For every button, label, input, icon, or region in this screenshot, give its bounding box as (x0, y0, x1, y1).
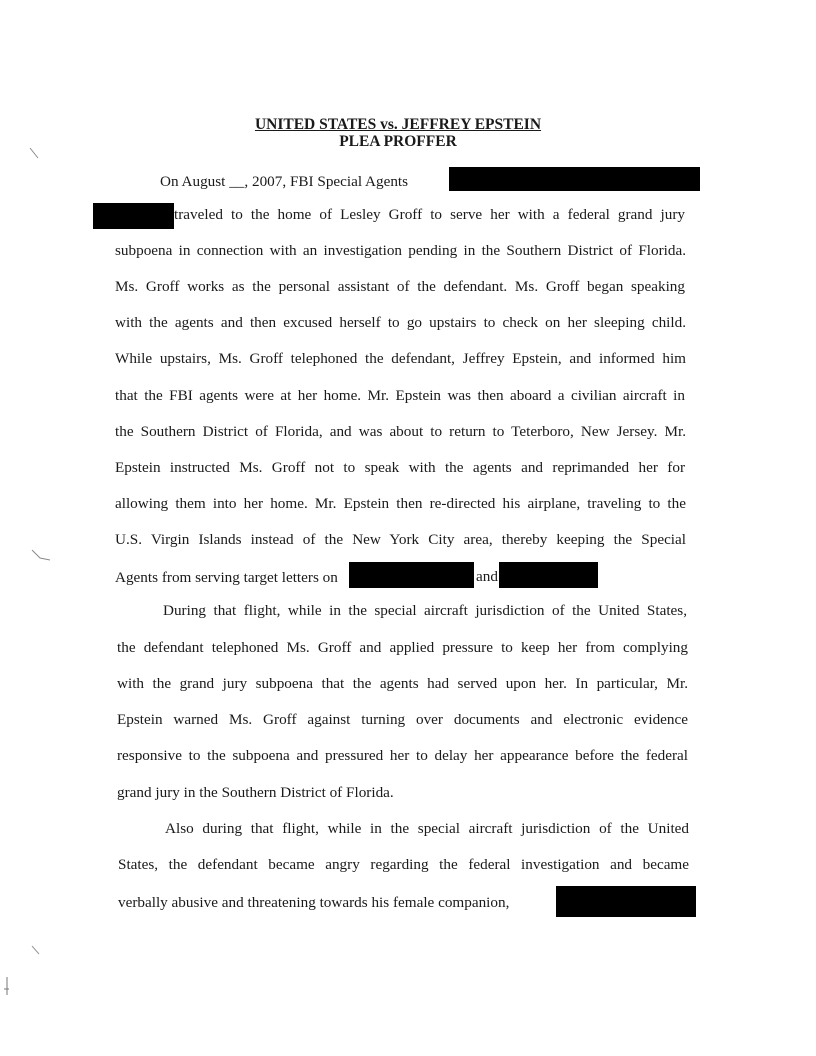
body-line-12: Agents from serving target letters on (115, 569, 338, 586)
body-line-11: U.S. Virgin Islands instead of the New York City area, thereby keeping the Special (115, 531, 686, 548)
body-line-10: allowing them into her home. Mr. Epstein then re-directed his airplane, traveling to the (115, 495, 686, 512)
body-line-19: Also during that flight, while in the special aircraft jurisdiction of the United (165, 820, 689, 837)
document-subtitle: PLEA PROFFER (339, 133, 457, 150)
redaction-block (349, 562, 474, 588)
redaction-block (499, 562, 598, 588)
body-line-8: the Southern District of Florida, and was about to return to Teterboro, New Jersey. Mr. (115, 423, 686, 440)
body-line-7: that the FBI agents were at her home. Mr. Epstein was then aboard a civilian aircraft in (115, 387, 685, 404)
body-line-17: responsive to the subpoena and pressured her to delay her appearance before the federal (117, 747, 688, 764)
body-line-2: traveled to the home of Lesley Groff to serve her with a federal grand jury (174, 206, 685, 223)
body-line-20: States, the defendant became angry regarding the federal investigation and became (118, 856, 689, 873)
body-line-14: the defendant telephoned Ms. Groff and applied pressure to keep her from complying (117, 639, 688, 656)
body-line-5: with the agents and then excused herself to go upstairs to check on her sleeping child. (115, 314, 686, 331)
scan-mark-icon (30, 548, 54, 562)
body-line-16: Epstein warned Ms. Groff against turning over documents and electronic evidence (117, 711, 688, 728)
scan-mark-icon (30, 944, 46, 960)
scan-mark-icon (2, 975, 12, 999)
body-line-18: grand jury in the Southern District of Florida. (117, 784, 394, 801)
body-line-12-conjunction: and (476, 568, 498, 585)
redaction-block (556, 886, 696, 917)
body-line-6: While upstairs, Ms. Groff telephoned the defendant, Jeffrey Epstein, and informed him (115, 350, 686, 367)
body-line-4: Ms. Groff works as the personal assistant of the defendant. Ms. Groff began speaking (115, 278, 685, 295)
document-title: UNITED STATES vs. JEFFREY EPSTEIN (254, 116, 542, 133)
body-line-13: During that flight, while in the special aircraft jurisdiction of the United States, (163, 602, 687, 619)
body-line-1: On August __, 2007, FBI Special Agents (160, 173, 409, 190)
body-line-3: subpoena in connection with an investigation pending in the Southern District of Florida. (115, 242, 686, 259)
body-line-15: with the grand jury subpoena that the agents had served upon her. In particular, Mr. (117, 675, 688, 692)
redaction-block (449, 167, 700, 191)
redaction-block (93, 203, 174, 229)
scan-mark-icon (28, 146, 44, 162)
body-line-9: Epstein instructed Ms. Groff not to speak with the agents and reprimanded her for (115, 459, 685, 476)
body-line-21: verbally abusive and threatening towards his female companion, (118, 894, 510, 911)
